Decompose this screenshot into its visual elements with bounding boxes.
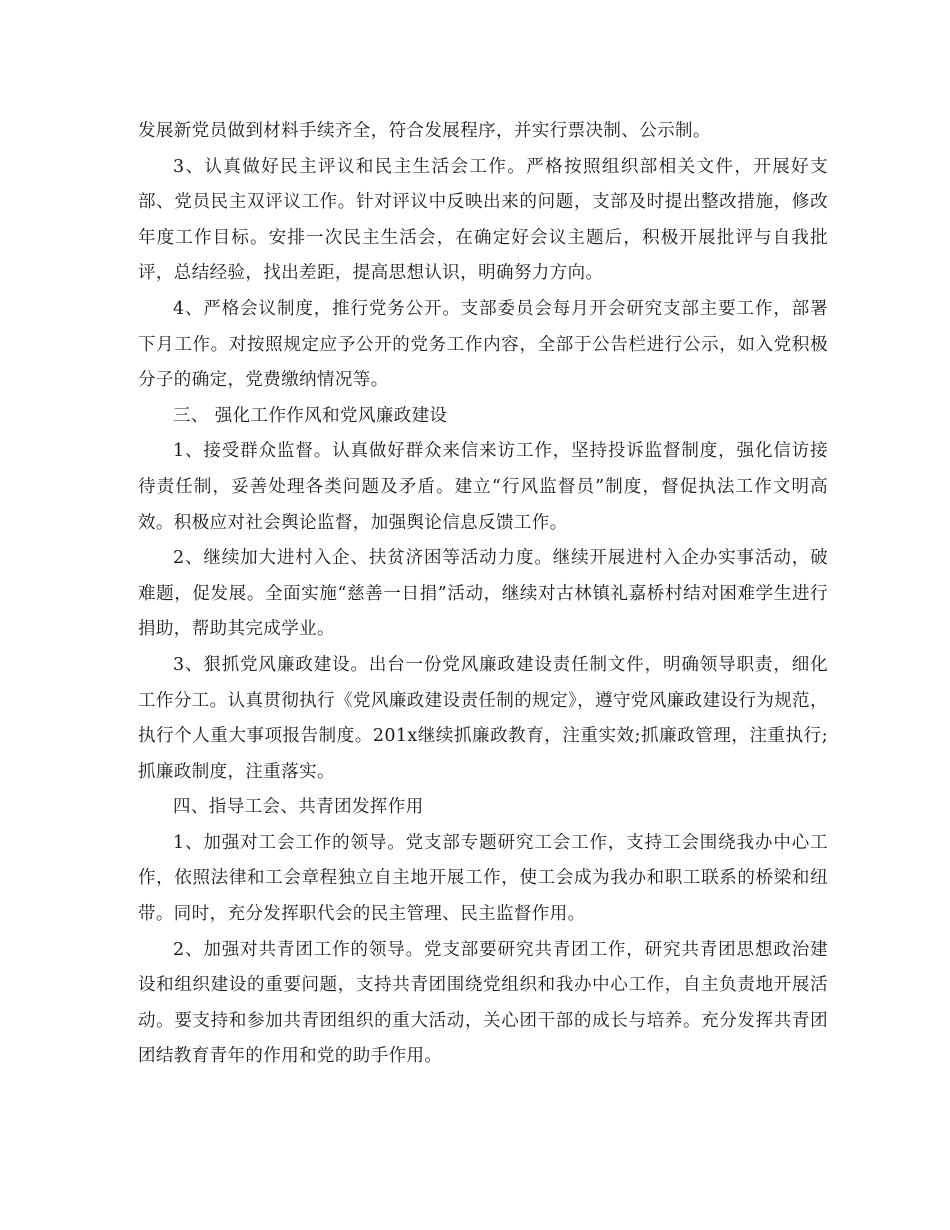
paragraph-democratic-review: 3、认真做好民主评议和民主生活会工作。严格按照组织部相关文件，开展好支部、党员民主双评议工作。针对评议中反映出来的问题，支部及时提出整改措施，修改年度工作目标。安排一次民主生活会，在确定好会议主题后，积极开展批评与自我批评，总结经验，找出差距，提高思想认识，明确努力方向。 <box>138 156 828 284</box>
paragraph-trade-union: 1、加强对工会工作的领导。党支部专题研究工会工作，支持工会围绕我办中心工作，依照法律和工会章程独立自主地开展工作，使工会成为我办和职工联系的桥梁和纽带。同时，充分发挥职代会的民主管理、民主监督作用。 <box>138 832 828 925</box>
paragraph-meeting-system: 4、严格会议制度，推行党务公开。支部委员会每月开会研究支部主要工作，部署下月工作。对按照规定应予公开的党务工作内容，全部于公告栏进行公示，如入党积极分子的确定，党费缴纳情况等。 <box>138 298 828 391</box>
paragraph-continuation: 发展新党员做到材料手续齐全，符合发展程序，并实行票决制、公示制。 <box>138 121 711 141</box>
section-heading-work-style: 三、 强化工作作风和党风廉政建设 <box>173 405 448 426</box>
paragraph-public-supervision: 1、接受群众监督。认真做好群众来信来访工作，坚持投诉监督制度，强化信访接待责任制，妥善处理各类问题及矛盾。建立“行风监督员”制度，督促执法工作文明高效。积极应对社会舆论监督，加强舆论信息反馈工作。 <box>138 441 828 533</box>
document-body <box>138 114 828 1075</box>
section-heading-union-youth: 四、指导工会、共青团发挥作用 <box>173 797 424 818</box>
paragraph-youth-league: 2、加强对共青团工作的领导。党支部要研究共青团工作，研究共青团思想政治建设和组织建设的重要问题，支持共青团围绕党组织和我办中心工作，自主负责地开展活动。要支持和参加共青团组织的重大活动，关心团干部的成长与培养。充分发挥共青团团结教育青年的作用和党的助手作用。 <box>138 939 828 1067</box>
paragraph-clean-government: 3、狠抓党风廉政建设。出台一份党风廉政建设责任制文件，明确领导职责，细化工作分工。认真贯彻执行《党风廉政建设责任制的规定》，遵守党风廉政建设行为规范，执行个人重大事项报告制度。201x继续抓廉政教育，注重实效;抓廉政管理，注重执行;抓廉政制度，注重落实。 <box>138 654 828 782</box>
paragraph-village-enterprise: 2、继续加大进村入企、扶贫济困等活动力度。继续开展进村入企办实事活动，破难题，促发展。全面实施“慈善一日捐”活动，继续对古林镇礼嘉桥村结对困难学生进行捐助，帮助其完成学业。 <box>138 548 828 640</box>
